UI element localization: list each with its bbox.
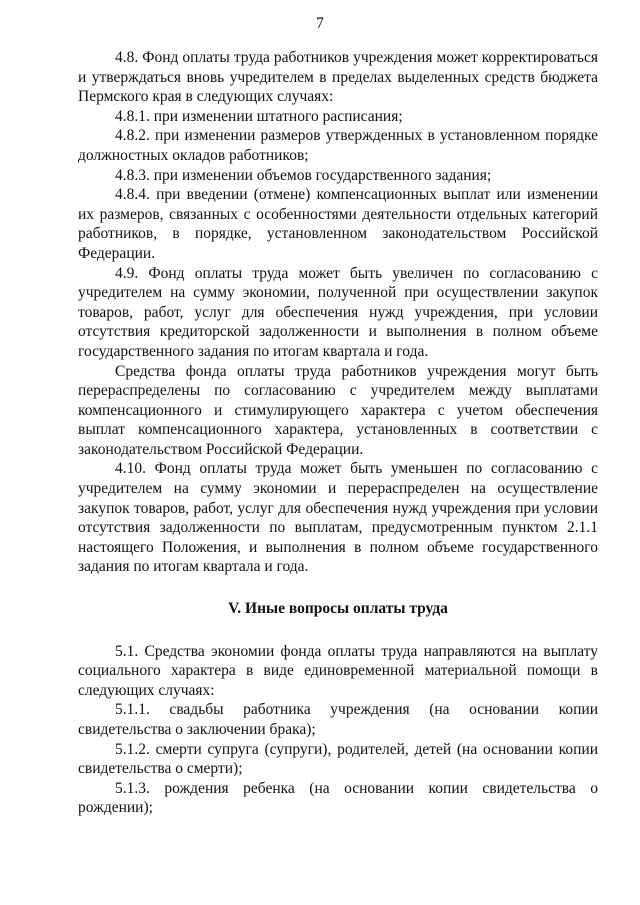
paragraph-4-8-3: 4.8.3. при изменении объемов государственного задания; — [115, 166, 492, 184]
paragraph-4-8-2: 4.8.2. при изменении размеров утвержденных в установленном порядке должностных окладов работников; — [78, 127, 598, 164]
paragraph-4-9: 4.9. Фонд оплаты труда может быть увеличен по согласованию с учредителем на сумму экономии, полученной при осуществлении закупок товаров, работ, услуг для обеспечения нужд учреждения, при условии отсутствия кредиторской задолженности и выполнения в полном объеме государственного задания по итогам квартала и года. — [78, 264, 598, 360]
section-heading: V. Иные вопросы оплаты труда — [228, 600, 448, 618]
paragraph-5-1: 5.1. Средства экономии фонда оплаты труда направляются на выплату социального характера в виде единовременной материальной помощи в следующих случаях: — [78, 642, 598, 699]
paragraph-5-1-3: 5.1.3. рождения ребенка (на основании копии свидетельства о рождении); — [78, 779, 598, 817]
document-body — [78, 48, 598, 818]
paragraph-4-8-4: 4.8.4. при введении (отмене) компенсационных выплат или изменении их размеров, связанных с особенностями деятельности отдельных категорий работников, в порядке, установленном законодательством Российской Федерации. — [78, 186, 598, 262]
page-number: 7 — [316, 15, 324, 32]
paragraph-4-9-redistribution: Средства фонда оплаты труда работников учреждения могут быть перераспределены по согласованию с учредителем между выплатами компенсационного и стимулирующего характера с учетом обеспечения выплат компенсационного характера, установленных в соответствии с законодательством Российской Федерации. — [78, 362, 598, 458]
paragraph-4-8: 4.8. Фонд оплаты труда работников учреждения может корректироваться и утверждаться вновь учредителем в пределах выделенных средств бюджета Пермского края в следующих случаях: — [78, 49, 598, 106]
paragraph-5-1-2: 5.1.2. смерти супруга (супруги), родителей, детей (на основании копии свидетельства о смерти); — [78, 740, 598, 778]
paragraph-4-10: 4.10. Фонд оплаты труда может быть уменьшен по согласованию с учредителем на сумму экономии и перераспределен на осуществление закупок товаров, работ, услуг для обеспечения нужд учреждения при условии отсутствия задолженности по выплатам, предусмотренным пунктом 2.1.1 настоящего Положения, и выполнения в полном объеме государственного задания по итогам квартала и года. — [78, 460, 598, 576]
paragraph-5-1-1: 5.1.1. свадьбы работника учреждения (на основании копии свидетельства о заключении брака); — [78, 701, 598, 738]
paragraph-4-8-1: 4.8.1. при изменении штатного расписания; — [115, 107, 403, 125]
